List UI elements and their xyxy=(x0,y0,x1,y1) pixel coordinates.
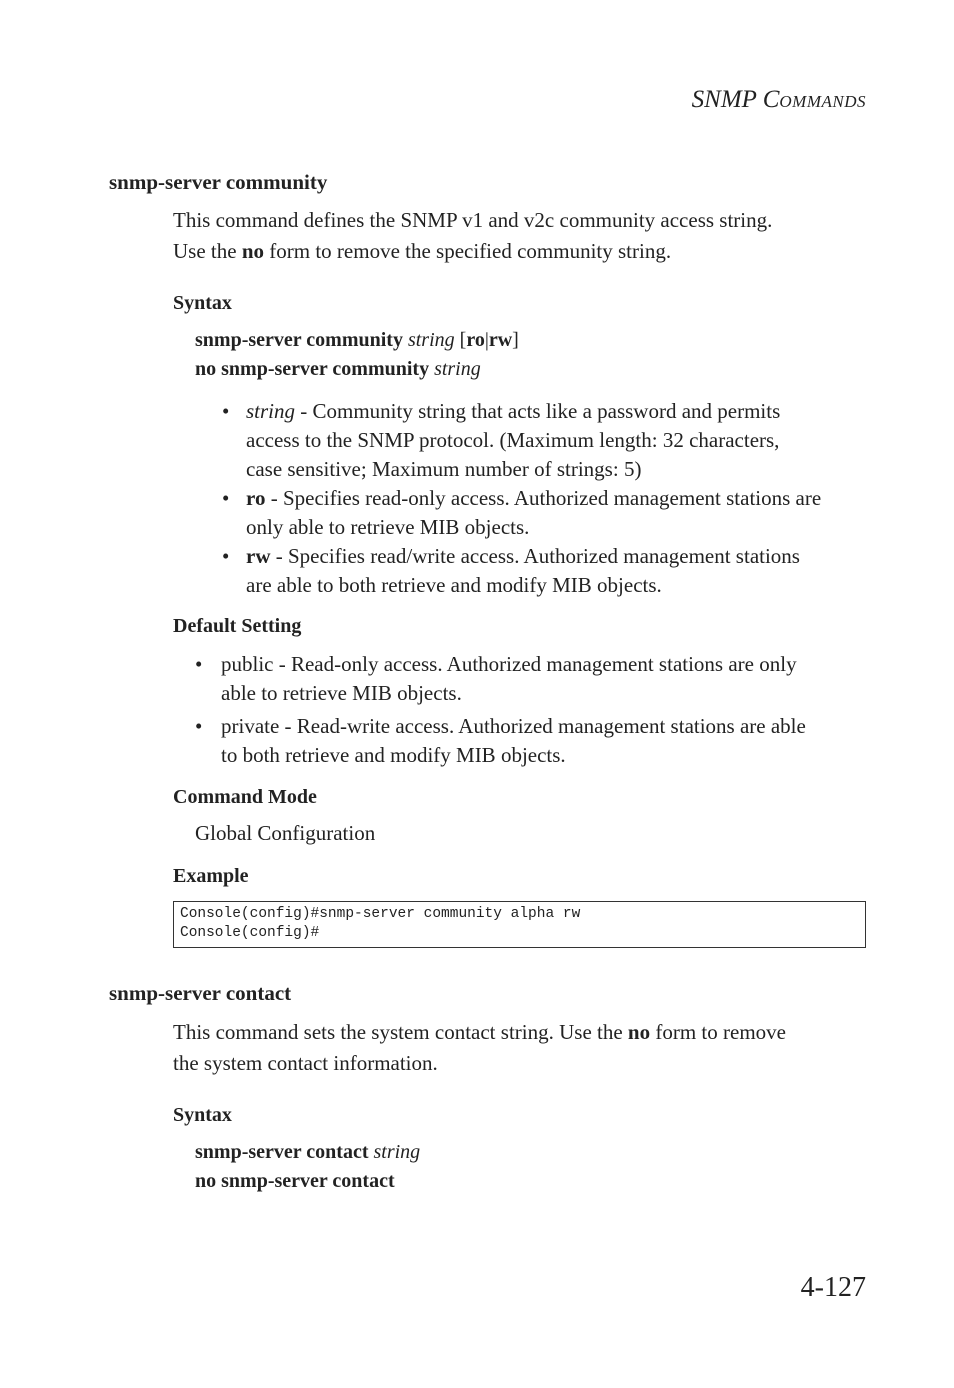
running-head xyxy=(692,86,866,114)
text-fragment: form to remove the specified community string. xyxy=(264,239,672,263)
contact-description xyxy=(173,1017,873,1079)
param-text: only able to retrieve MIB objects. xyxy=(246,515,530,539)
syntax-bracket: ] xyxy=(512,329,519,351)
bullet-icon: • xyxy=(195,714,203,738)
syntax-command: snmp-server contact xyxy=(195,1141,369,1163)
default-text: private - Read-write access. Authorized management stations are able xyxy=(221,714,806,738)
param-text: are able to both retrieve and modify MIB objects. xyxy=(246,573,662,597)
param-text: access to the SNMP protocol. (Maximum length: 32 characters, xyxy=(246,428,780,452)
syntax-keyword-ro: ro xyxy=(466,329,485,351)
page-number: 4-127 xyxy=(800,1272,866,1303)
syntax-command: no snmp-server contact xyxy=(195,1170,395,1192)
example-heading: Example xyxy=(173,865,249,887)
param-line xyxy=(246,484,886,513)
community-description-line2 xyxy=(173,236,873,267)
contact-description-line1 xyxy=(173,1017,873,1048)
default-text: to both retrieve and modify MIB objects. xyxy=(221,743,566,767)
syntax-argument: string xyxy=(373,1141,421,1163)
list-item xyxy=(222,542,886,600)
syntax-bracket: [ xyxy=(454,329,467,351)
param-line xyxy=(246,542,886,571)
code-line: Console(config)#snmp-server community alpha rw xyxy=(180,906,581,922)
code-line: Console(config)# xyxy=(180,925,320,941)
command-mode-value: Global Configuration xyxy=(195,821,376,845)
syntax-line xyxy=(195,1167,420,1196)
keyword-no: no xyxy=(627,1020,651,1044)
command-mode-heading: Command Mode xyxy=(173,786,317,808)
syntax-command: no snmp-server community xyxy=(195,358,430,380)
param-text: - Specifies read-only access. Authorized management stations are xyxy=(270,486,822,510)
syntax-keyword-rw: rw xyxy=(488,329,513,351)
running-head-small-caps: OMMANDS xyxy=(779,92,866,111)
syntax-separator: | xyxy=(484,329,489,351)
param-term: string xyxy=(246,399,296,423)
syntax-heading: Syntax xyxy=(173,1104,232,1126)
default-list xyxy=(195,650,881,770)
syntax-argument: string xyxy=(407,329,455,351)
keyword-no: no xyxy=(241,239,265,263)
contact-description-line2: the system contact information. xyxy=(173,1051,438,1075)
default-setting-heading: Default Setting xyxy=(173,615,302,637)
bullet-icon: • xyxy=(222,486,230,510)
param-text: - Specifies read/write access. Authorized management stations xyxy=(275,544,800,568)
param-list xyxy=(222,397,886,600)
syntax-line xyxy=(195,355,519,384)
list-item xyxy=(222,484,886,542)
syntax-block xyxy=(195,1138,420,1196)
text-fragment: form to remove xyxy=(650,1020,786,1044)
example-code-box xyxy=(173,901,866,948)
syntax-block xyxy=(195,326,519,384)
list-item xyxy=(195,650,881,708)
section-title-contact: snmp-server contact xyxy=(109,981,292,1005)
list-item xyxy=(222,397,886,484)
param-line xyxy=(246,397,886,426)
list-item xyxy=(195,712,881,770)
community-description xyxy=(173,205,873,267)
syntax-heading: Syntax xyxy=(173,292,232,314)
bullet-icon: • xyxy=(195,652,203,676)
bullet-icon: • xyxy=(222,399,230,423)
text-fragment: This command sets the system contact string. Use the xyxy=(173,1020,628,1044)
section-title-community: snmp-server community xyxy=(109,170,328,194)
param-text: - Community string that acts like a password and permits xyxy=(300,399,781,423)
syntax-line xyxy=(195,326,519,355)
param-text: case sensitive; Maximum number of strings: 5) xyxy=(246,457,642,481)
running-head-cap: SNMP C xyxy=(691,86,780,113)
syntax-command: snmp-server community xyxy=(195,329,403,351)
text-fragment: Use the xyxy=(173,239,242,263)
param-term: ro xyxy=(246,486,266,510)
community-description-line1: This command defines the SNMP v1 and v2c community access string. xyxy=(173,208,773,232)
syntax-argument: string xyxy=(434,358,481,380)
default-text: able to retrieve MIB objects. xyxy=(221,681,462,705)
param-term: rw xyxy=(246,544,271,568)
syntax-line xyxy=(195,1138,420,1167)
default-text: public - Read-only access. Authorized management stations are only xyxy=(221,652,797,676)
bullet-icon: • xyxy=(222,544,230,568)
